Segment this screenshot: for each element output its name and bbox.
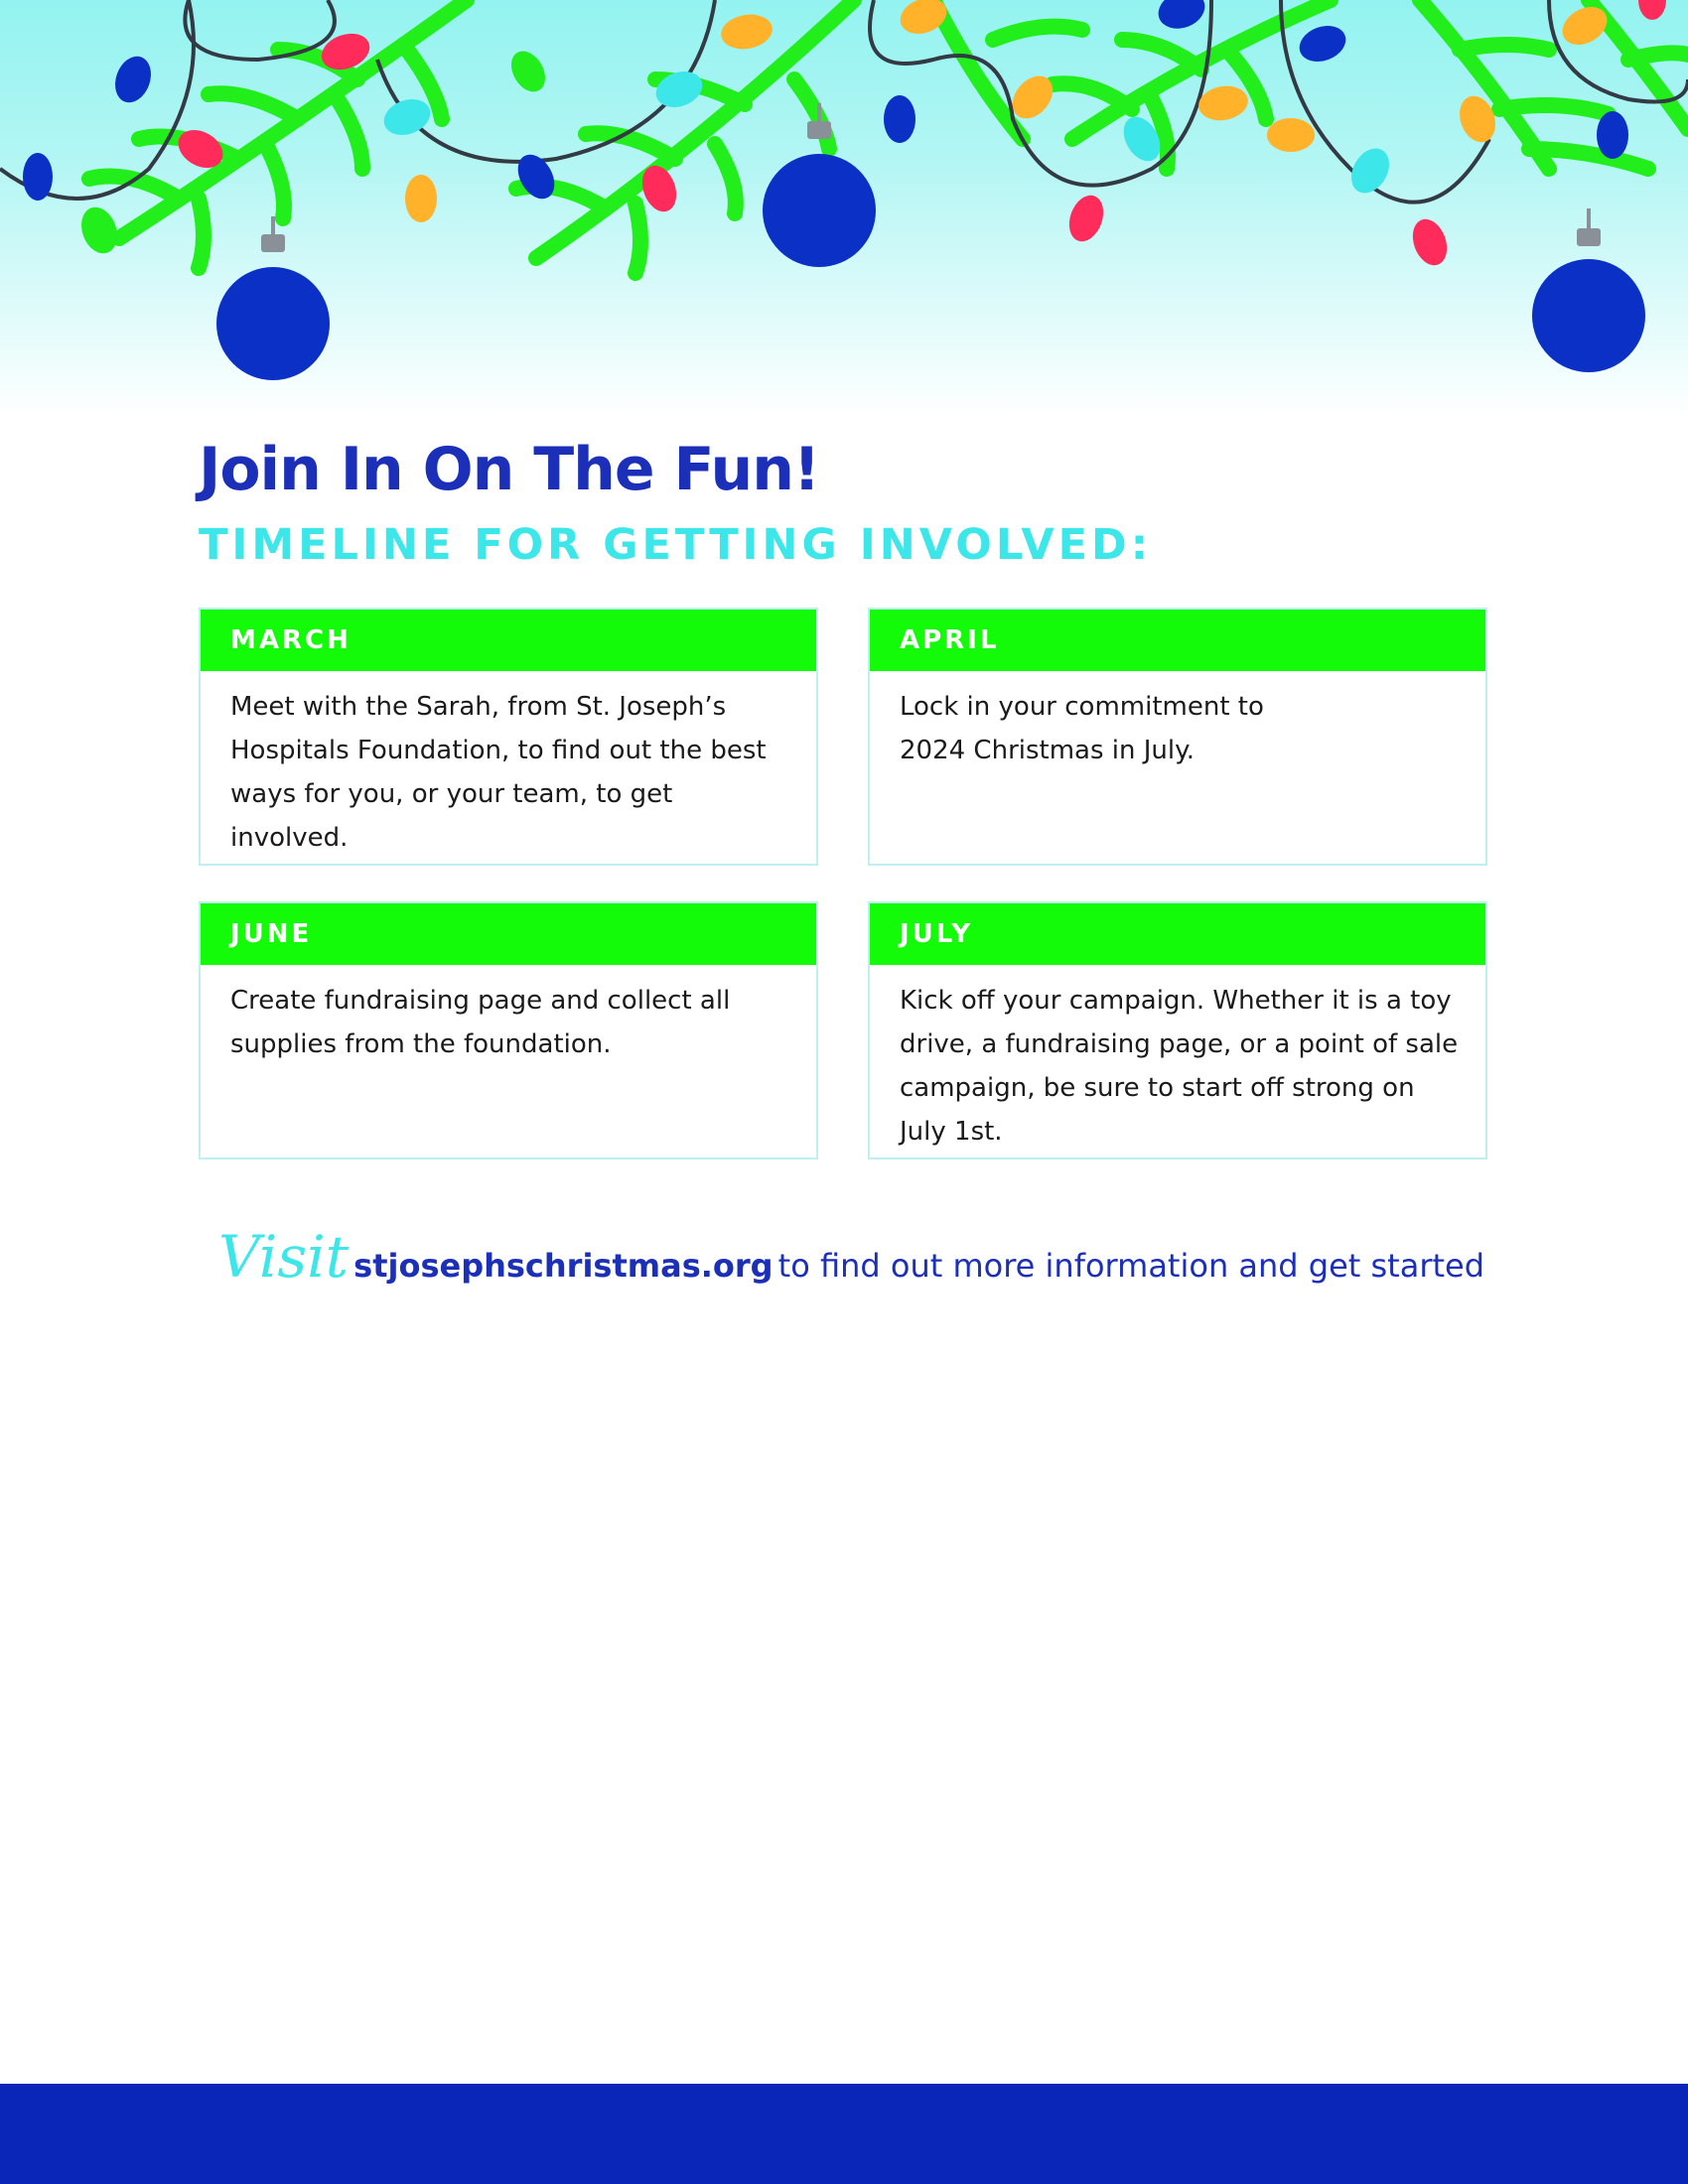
card-text: Lock in your commitment to 2024 Christmas in July. [900,692,1264,765]
visit-text: to find out more information and get started [777,1247,1485,1285]
timeline-card-march [199,608,818,866]
holiday-decoration [0,0,1688,417]
timeline-card-april [868,608,1487,866]
ornament-icon [1532,208,1645,372]
visit-script-label: Visit [218,1223,350,1291]
timeline-card-july [868,901,1487,1160]
timeline-subtitle: TIMELINE FOR GETTING INVOLVED: [199,520,1152,570]
card-month: APRIL [870,610,1485,671]
card-month: JUNE [201,903,816,965]
visit-cta [218,1223,1509,1291]
card-text: Kick off your campaign. Whether it is a toy drive, a fundraising page, or a point of sale campaign, be sure to start off strong on July 1st. [900,986,1459,1147]
card-month: MARCH [201,610,816,671]
ornament-icon [763,103,876,267]
holiday-banner [0,0,1688,417]
timeline-card-june [199,901,818,1160]
page-title: Join In On The Fun! [199,435,820,504]
ornament-icon [216,216,330,380]
card-month: JULY [870,903,1485,965]
footer-bar [0,2084,1688,2184]
card-text: Meet with the Sarah, from St. Joseph’s Hospitals Foundation, to find out the best ways for you, or your team, to get involved. [230,692,767,853]
pine-branches [89,0,1688,273]
website-link[interactable]: stjosephschristmas.org [353,1247,774,1285]
card-text: Create fundraising page and collect all supplies from the foundation. [230,986,731,1059]
